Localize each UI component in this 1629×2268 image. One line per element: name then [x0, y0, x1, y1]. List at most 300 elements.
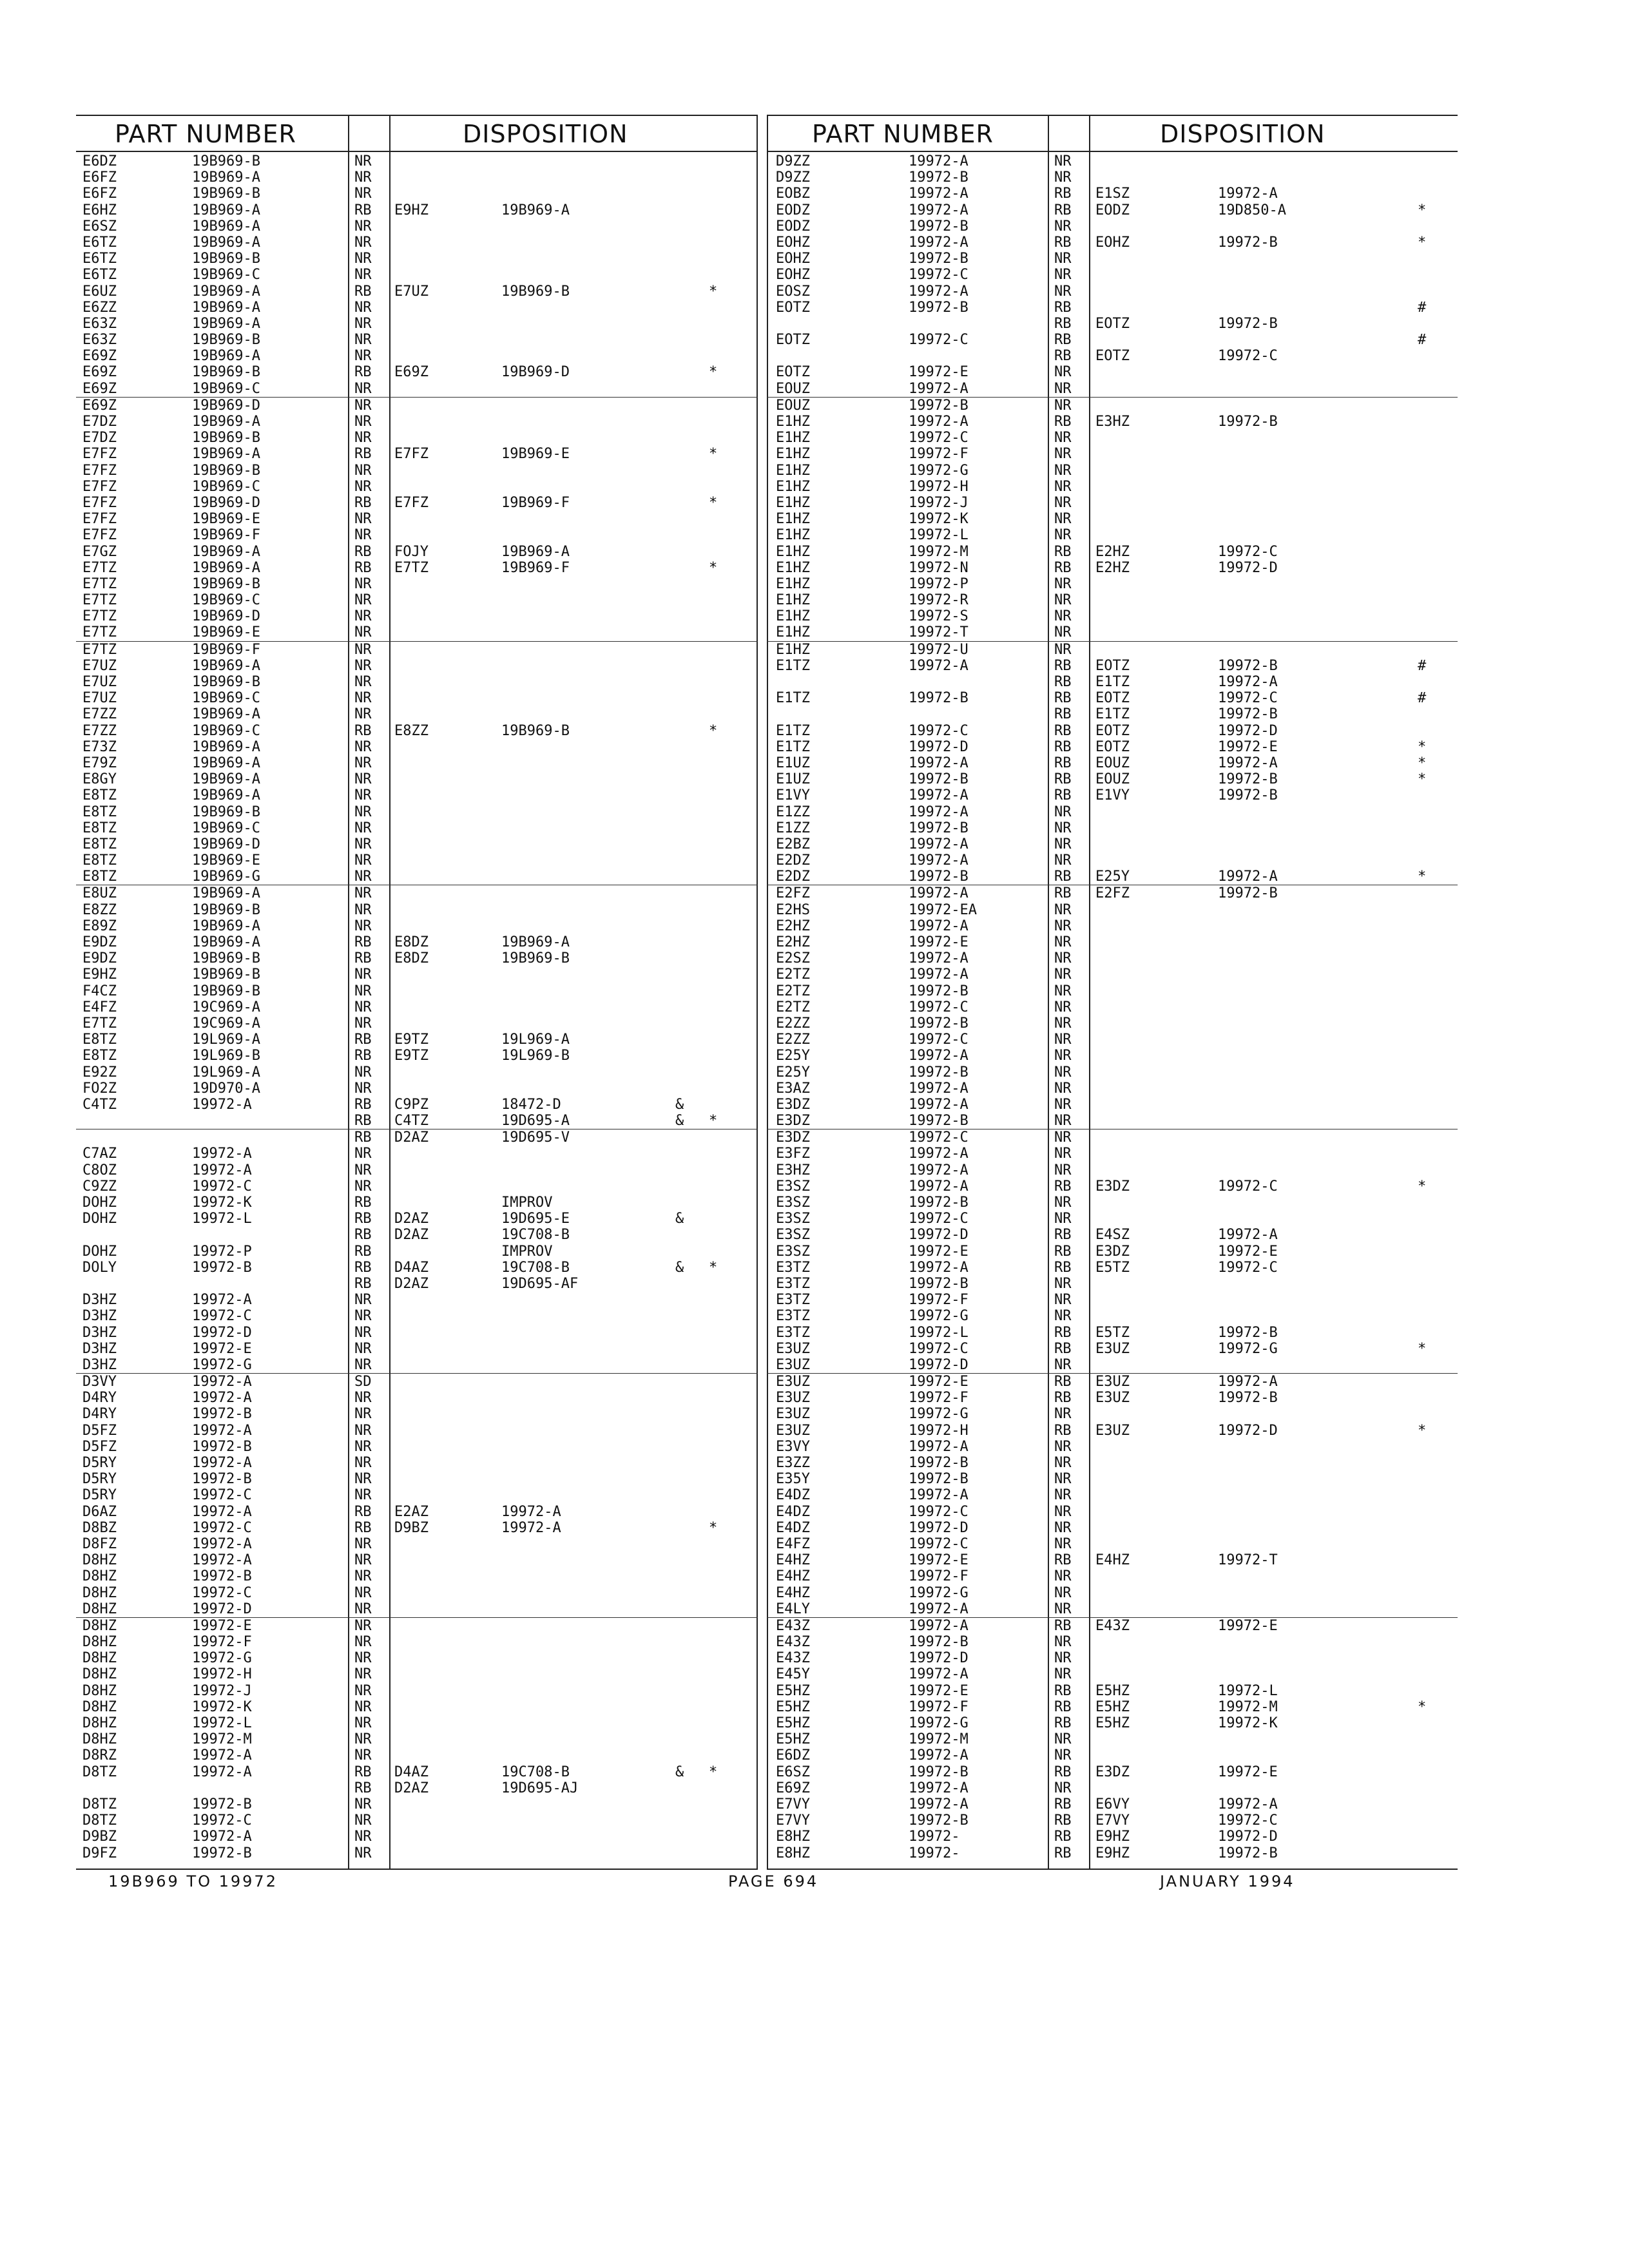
part-prefix: E8TZ [82, 836, 117, 852]
replacement-prefix: D2AZ [394, 1227, 429, 1244]
disposition-code: NR [1054, 1146, 1072, 1162]
table-row [767, 852, 1458, 869]
part-number: 19C969-A [192, 1015, 260, 1032]
disposition-code: NR [1054, 511, 1072, 528]
note-mark: # [1418, 299, 1427, 316]
disposition-code: NR [1054, 1747, 1072, 1764]
disposition-code: NR [354, 803, 372, 820]
part-number: 19972-G [909, 1308, 969, 1325]
part-prefix: E1HZ [776, 511, 810, 528]
part-number: 19972-A [909, 283, 969, 300]
part-number: 19B969-B [192, 803, 260, 820]
replacement-number: 19B969-A [501, 934, 570, 950]
replacement-number: 18472-D [501, 1096, 561, 1113]
part-number: 19B969-E [192, 624, 260, 641]
part-prefix: D8BZ [82, 1519, 117, 1536]
table-row [767, 251, 1458, 267]
part-number: 19972-F [909, 1568, 969, 1585]
disposition-code: RB [1054, 787, 1072, 804]
disposition-code: RB [1054, 202, 1072, 218]
part-number: 19B969-B [192, 430, 260, 447]
part-prefix: E4DZ [776, 1503, 810, 1520]
part-number: 19972-E [192, 1617, 252, 1634]
disposition-code: NR [354, 267, 372, 284]
table-row [767, 186, 1458, 202]
table-row [76, 1048, 758, 1064]
note-mark: * [709, 494, 718, 511]
part-prefix: EOHZ [776, 234, 810, 251]
part-prefix: E8TZ [82, 820, 117, 836]
part-number: 19972-A [909, 1747, 969, 1764]
part-number: 19L969-A [192, 1064, 260, 1081]
part-number: 19972-E [192, 1340, 252, 1357]
part-prefix: D5FZ [82, 1422, 117, 1439]
replacement-number: 19972-A [501, 1503, 561, 1520]
table-row [76, 218, 758, 235]
part-prefix: D9ZZ [776, 153, 810, 169]
part-number: 19972-E [909, 1374, 969, 1390]
replacement-number: 19972-B [1218, 1324, 1278, 1341]
part-number: 19B969-A [192, 559, 260, 576]
disposition-code: RB [354, 1227, 372, 1244]
table-row [767, 1032, 1458, 1048]
disposition-code: NR [1054, 1211, 1072, 1227]
part-number-header: PART NUMBER [812, 120, 994, 148]
part-number: 19972-K [192, 1195, 252, 1211]
part-number: 19972-A [192, 1292, 252, 1309]
part-number: 19972-D [909, 1650, 969, 1667]
part-prefix: E8TZ [82, 1048, 117, 1064]
replacement-number: 19C708-B [501, 1259, 570, 1276]
part-number: 19972-L [192, 1715, 252, 1731]
disposition-code: NR [1054, 575, 1072, 592]
disposition-code: RB [354, 1048, 372, 1064]
note-mark: * [709, 1763, 718, 1780]
part-prefix: D6AZ [82, 1503, 117, 1520]
replacement-prefix: E1VY [1095, 787, 1130, 804]
table-row [76, 966, 758, 983]
table-row [76, 674, 758, 690]
replacement-prefix: E3DZ [1095, 1763, 1130, 1780]
part-prefix: E92Z [82, 1064, 117, 1081]
part-prefix: E7DZ [82, 414, 117, 430]
disposition-code: NR [1054, 478, 1072, 495]
replacement-prefix: E1TZ [1095, 674, 1130, 690]
part-number: 19B969-A [192, 315, 260, 332]
table-row [76, 592, 758, 608]
replacement-prefix: E43Z [1095, 1617, 1130, 1634]
disposition-code: RB [1054, 706, 1072, 723]
disposition-code: RB [354, 1113, 372, 1129]
disposition-code: NR [1054, 1356, 1072, 1373]
part-number: 19972-A [909, 1666, 969, 1683]
disposition-code: NR [1054, 1275, 1072, 1292]
table-row [76, 804, 758, 820]
part-number: 19972-B [192, 1568, 252, 1585]
table-row [767, 1178, 1458, 1195]
part-prefix: E3UZ [776, 1406, 810, 1423]
part-number: 19B969-A [192, 934, 260, 950]
table-row [76, 608, 758, 624]
part-number: 19972-L [192, 1211, 252, 1227]
part-prefix: E2HZ [776, 918, 810, 934]
part-prefix: E7UZ [82, 674, 117, 690]
part-number: 19972-F [909, 1292, 969, 1309]
note-mark: * [1418, 771, 1427, 788]
table-row [76, 723, 758, 739]
table-row [767, 1064, 1458, 1081]
part-number: 19D970-A [192, 1080, 260, 1097]
part-prefix: E8ZZ [82, 901, 117, 918]
disposition-code: NR [354, 999, 372, 1015]
table-row [76, 414, 758, 430]
table-row [76, 1357, 758, 1373]
part-prefix: D8HZ [82, 1617, 117, 1634]
table-row [767, 836, 1458, 852]
table-row [76, 1683, 758, 1699]
table-row [767, 1520, 1458, 1536]
disposition-code: NR [354, 218, 372, 235]
table-row [767, 153, 1458, 169]
replacement-prefix: E7FZ [394, 494, 429, 511]
table-row [76, 1227, 758, 1243]
table-row [76, 706, 758, 722]
replacement-number: 19972-A [1218, 186, 1278, 202]
disposition-code: RB [1054, 754, 1072, 771]
note-mark: # [1418, 332, 1427, 349]
part-prefix: EOUZ [776, 380, 810, 397]
part-prefix: D8HZ [82, 1584, 117, 1601]
disposition-code: NR [354, 1845, 372, 1861]
disposition-code: RB [1054, 1243, 1072, 1260]
note-mark: * [709, 283, 718, 300]
part-prefix: E7TZ [82, 559, 117, 576]
part-number: 19972-A [192, 1763, 252, 1780]
disposition-code: RB [354, 1032, 372, 1048]
table-row [76, 267, 758, 283]
table-row [76, 235, 758, 251]
part-prefix: E3DZ [776, 1129, 810, 1146]
disposition-code: NR [354, 869, 372, 885]
part-number: 19972-B [909, 1455, 969, 1471]
table-row [767, 1764, 1458, 1780]
part-prefix: E1UZ [776, 771, 810, 788]
disposition-code: RB [1054, 722, 1072, 739]
part-prefix: E5HZ [776, 1731, 810, 1748]
replacement-prefix: C9PZ [394, 1096, 429, 1113]
part-number: 19972-A [909, 836, 969, 852]
disposition-code: NR [354, 414, 372, 430]
part-prefix: D8HZ [82, 1634, 117, 1651]
part-number: 19972-D [909, 738, 969, 755]
note-mark: * [709, 1113, 718, 1129]
part-number: 19972-B [909, 397, 969, 414]
part-prefix: D5RY [82, 1487, 117, 1504]
part-number: 19B969-A [192, 202, 260, 218]
disposition-code: NR [354, 1146, 372, 1162]
replacement-prefix: E7VY [1095, 1812, 1130, 1829]
replacement-prefix: E1TZ [1095, 706, 1130, 723]
part-number: 19972-C [909, 1129, 969, 1146]
part-number: 19972-A [909, 1096, 969, 1113]
disposition-code: RB [1054, 186, 1072, 202]
part-prefix: E3SZ [776, 1178, 810, 1195]
disposition-code: NR [354, 1731, 372, 1748]
table-row [76, 934, 758, 950]
part-number: 19B969-B [192, 966, 260, 983]
part-prefix: D8TZ [82, 1796, 117, 1812]
replacement-prefix: E7TZ [394, 559, 429, 576]
part-number: 19972-E [909, 1552, 969, 1569]
table-row [767, 235, 1458, 251]
table-row [76, 771, 758, 787]
table-row [767, 1129, 1458, 1146]
table-row [767, 169, 1458, 186]
part-number: 19B969-A [192, 446, 260, 463]
part-number: 19972-D [909, 1519, 969, 1536]
replacement-prefix: E25Y [1095, 869, 1130, 885]
part-prefix: E3AZ [776, 1080, 810, 1097]
part-prefix: D9ZZ [776, 169, 810, 186]
disposition-code: RB [354, 559, 372, 576]
part-number: 19B969-B [192, 462, 260, 479]
disposition-code: NR [354, 251, 372, 267]
part-prefix: E8TZ [82, 803, 117, 820]
disposition-code: RB [1054, 657, 1072, 674]
part-prefix: D8HZ [82, 1698, 117, 1715]
table-row [76, 1015, 758, 1032]
table-row [76, 739, 758, 755]
replacement-number: IMPROV [501, 1195, 553, 1211]
part-prefix: E1TZ [776, 657, 810, 674]
part-prefix: FO2Z [82, 1080, 117, 1097]
part-number: 19L969-A [192, 1032, 260, 1048]
part-number: 19972-B [909, 1763, 969, 1780]
table-row [76, 186, 758, 202]
part-number: 19972-M [909, 1731, 969, 1748]
table-row [767, 544, 1458, 560]
disposition-code: NR [354, 771, 372, 788]
disposition-code: RB [1054, 1682, 1072, 1699]
part-number: 19972-B [192, 1406, 252, 1423]
table-row [767, 1715, 1458, 1731]
disposition-code: RB [1054, 543, 1072, 560]
disposition-code: NR [354, 1324, 372, 1341]
table-row [767, 1357, 1458, 1373]
right-table-header [767, 116, 1458, 152]
note-mark: * [709, 1259, 718, 1276]
disposition-code: RB [1054, 315, 1072, 332]
part-prefix: E3SZ [776, 1243, 810, 1260]
table-row [76, 1406, 758, 1422]
part-number: 19972-A [192, 1535, 252, 1552]
note-mark: * [1418, 754, 1427, 771]
part-number: 19B969-A [192, 738, 260, 755]
table-row [76, 869, 758, 885]
part-number: 19972-A [909, 186, 969, 202]
replacement-number: 19972-C [1218, 543, 1278, 560]
disposition-code: NR [1054, 852, 1072, 869]
part-prefix: C8OZ [82, 1162, 117, 1178]
replacement-prefix: E8DZ [394, 934, 429, 950]
replacement-prefix: D9BZ [394, 1519, 429, 1536]
disposition-code: NR [354, 575, 372, 592]
table-row [76, 950, 758, 966]
part-number: 19972-R [909, 592, 969, 609]
replacement-number: 19972-E [1218, 738, 1278, 755]
disposition-code: NR [354, 1015, 372, 1032]
disposition-code: NR [354, 380, 372, 397]
replacement-prefix: E3DZ [1095, 1178, 1130, 1195]
table-row [76, 251, 758, 267]
replacement-prefix: E2HZ [1095, 559, 1130, 576]
part-number: 19972-H [909, 1422, 969, 1439]
part-prefix: E1HZ [776, 446, 810, 463]
part-prefix: D8HZ [82, 1731, 117, 1748]
disposition-code: NR [1054, 283, 1072, 300]
part-prefix: E4LY [776, 1600, 810, 1617]
disposition-code: NR [1054, 1487, 1072, 1504]
table-row [76, 787, 758, 803]
table-row [767, 414, 1458, 430]
part-prefix: E3TZ [776, 1308, 810, 1325]
disposition-code: NR [1054, 803, 1072, 820]
table-row [76, 169, 758, 186]
part-prefix: E7ZZ [82, 722, 117, 739]
replacement-prefix: D4AZ [394, 1763, 429, 1780]
part-prefix: D3VY [82, 1374, 117, 1390]
replacement-prefix: EOTZ [1095, 722, 1130, 739]
part-prefix: E1ZZ [776, 803, 810, 820]
replacement-number: 19972-C [1218, 348, 1278, 365]
part-number: 19972-H [909, 478, 969, 495]
part-number: 19972-A [909, 918, 969, 934]
part-number: 19972-A [909, 787, 969, 804]
disposition-code: RB [1054, 1715, 1072, 1731]
part-prefix: E3UZ [776, 1374, 810, 1390]
replacement-prefix: D2AZ [394, 1211, 429, 1227]
disposition-code: NR [1054, 1195, 1072, 1211]
table-row [767, 706, 1458, 722]
disposition-code: NR [354, 754, 372, 771]
disposition-code: NR [1054, 1568, 1072, 1585]
table-row [767, 300, 1458, 316]
table-row [76, 1845, 758, 1861]
table-row [76, 1292, 758, 1308]
disposition-code: NR [1054, 153, 1072, 169]
disposition-code: NR [1054, 624, 1072, 641]
part-prefix: E2TZ [776, 999, 810, 1015]
disposition-code: NR [354, 430, 372, 447]
disposition-code: NR [354, 153, 372, 169]
table-row [767, 641, 1458, 658]
table-row [767, 1341, 1458, 1357]
disposition-code: NR [1054, 494, 1072, 511]
disposition-code: NR [354, 1471, 372, 1488]
part-number: 19972-A [192, 1829, 252, 1845]
part-number: 19B969-C [192, 592, 260, 609]
part-number: 19B969-B [192, 901, 260, 918]
table-row [767, 1406, 1458, 1422]
part-number: 19972-B [192, 1845, 252, 1861]
table-row [767, 820, 1458, 836]
part-prefix: D5RY [82, 1471, 117, 1488]
part-number: 19972-D [909, 1227, 969, 1244]
replacement-number: 19972-A [1218, 674, 1278, 690]
table-row [767, 218, 1458, 235]
table-row [76, 381, 758, 397]
replacement-number: 19B969-F [501, 494, 570, 511]
part-prefix: E8UZ [82, 885, 117, 902]
table-row [767, 1244, 1458, 1260]
table-row [76, 1211, 758, 1227]
table-row [76, 1341, 758, 1357]
replacement-number: 19972-E [1218, 1243, 1278, 1260]
part-number: 19972-A [192, 1422, 252, 1439]
part-prefix: E7VY [776, 1796, 810, 1812]
disposition-code: NR [354, 690, 372, 707]
part-prefix: EODZ [776, 218, 810, 235]
part-number: 19972-K [909, 511, 969, 528]
disposition-code: NR [354, 836, 372, 852]
replacement-prefix: E2FZ [1095, 885, 1130, 902]
table-row [767, 202, 1458, 218]
note-mark: # [1418, 690, 1427, 707]
part-number: 19972-A [909, 1796, 969, 1812]
replacement-number: 19D695-AJ [501, 1780, 579, 1796]
part-prefix: E63Z [82, 332, 117, 349]
note-mark: * [1418, 1422, 1427, 1439]
disposition-code: NR [1054, 1113, 1072, 1129]
table-row [76, 983, 758, 999]
replacement-prefix: E1SZ [1095, 186, 1130, 202]
disposition-code: NR [354, 1650, 372, 1667]
table-row [767, 1747, 1458, 1763]
disposition-code: NR [354, 1178, 372, 1195]
part-number: 19B969-A [192, 218, 260, 235]
and-flag: & [675, 1259, 684, 1276]
part-prefix: E2TZ [776, 966, 810, 983]
disposition-code: SD [354, 1374, 372, 1390]
table-row [767, 1423, 1458, 1439]
table-row [76, 1504, 758, 1520]
replacement-prefix: EOUZ [1095, 771, 1130, 788]
part-number: 19B969-C [192, 820, 260, 836]
part-prefix: E6TZ [82, 251, 117, 267]
replacement-number: 19972-K [1218, 1715, 1278, 1731]
disposition-code: NR [1054, 1584, 1072, 1601]
disposition-code: NR [354, 1080, 372, 1097]
disposition-code: RB [1054, 414, 1072, 430]
replacement-prefix: E69Z [394, 364, 429, 381]
disposition-code: NR [1054, 1048, 1072, 1064]
table-row [76, 902, 758, 918]
part-number: 19972-A [909, 803, 969, 820]
disposition-code: NR [354, 1682, 372, 1699]
part-prefix: E3DZ [776, 1096, 810, 1113]
part-number: 19972-B [192, 1438, 252, 1455]
note-mark: # [1418, 657, 1427, 674]
disposition-code: NR [354, 397, 372, 414]
replacement-number: 19B969-B [501, 950, 570, 967]
disposition-code: RB [354, 202, 372, 218]
part-prefix: D3HZ [82, 1292, 117, 1309]
table-row [76, 1373, 758, 1390]
replacement-prefix: EOTZ [1095, 738, 1130, 755]
disposition-code: NR [354, 234, 372, 251]
disposition-code: NR [1054, 1455, 1072, 1471]
disposition-code: NR [1054, 169, 1072, 186]
